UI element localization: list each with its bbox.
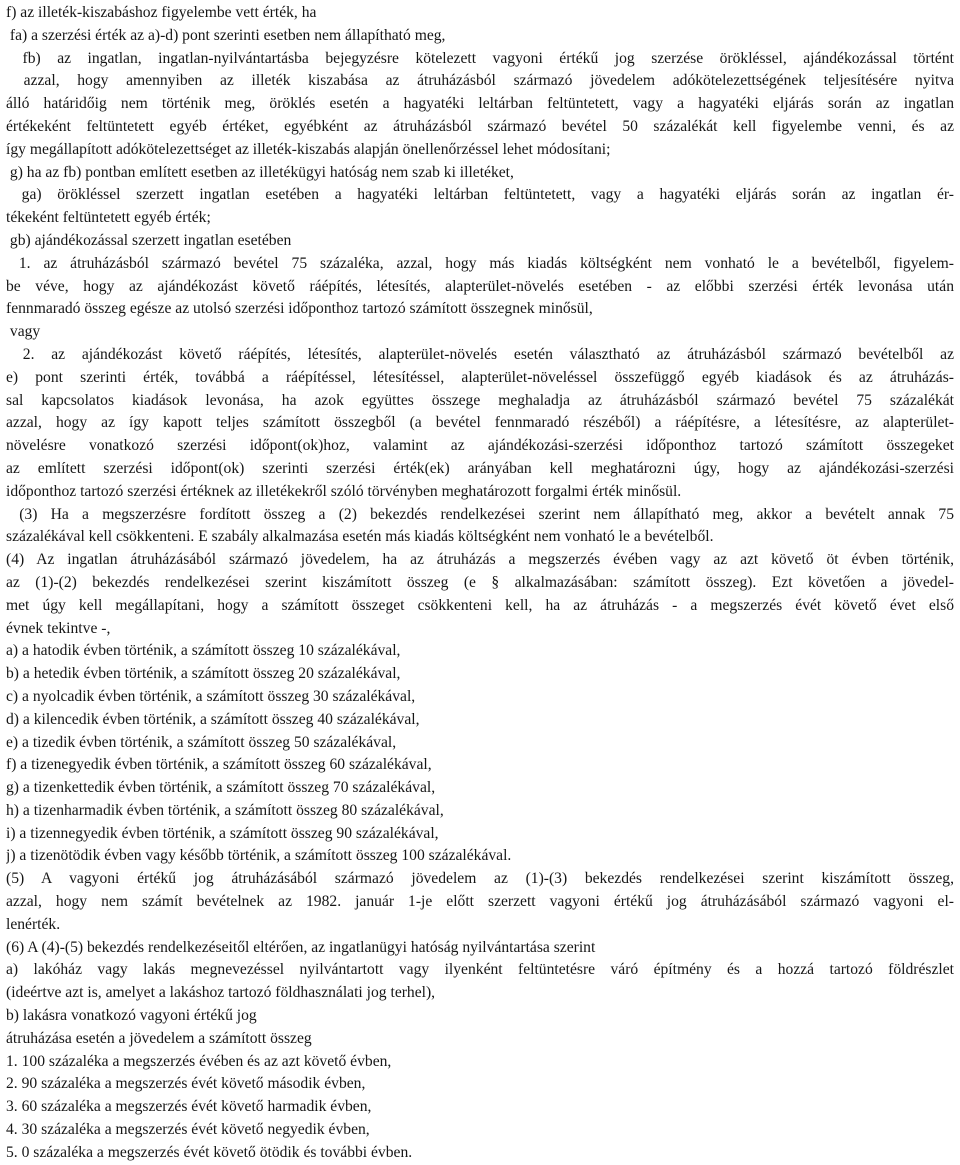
text-line: az említett szerzési időpont(ok) szerinti szerzési érték(ek) arányában kell meghatározni úgy, hogy az ajándékozási-szerzési — [6, 459, 954, 477]
text-line: 4. 30 százaléka a megszerzés évét követő negyedik évben, — [6, 1121, 370, 1139]
text-line: 3. 60 százaléka a megszerzés évét követő harmadik évben, — [6, 1098, 372, 1116]
text-line: b) lakásra vonatkozó vagyoni értékű jog — [6, 1007, 257, 1025]
text-line: met úgy kell megállapítani, hogy a számított összeget csökkenteni kell, ha az átruházás - a megszerzés évét követő évet első — [6, 596, 954, 614]
text-line: azzal, hogy nem számít bevételnek az 1982. január 1-je előtt szerzett vagyoni értékű jog átruházásából származó vagyoni el- — [6, 893, 954, 911]
text-line: (5) A vagyoni értékű jog átruházásából származó jövedelem az (1)-(3) bekezdés rendelkezései szerint kiszámított összeg, — [6, 870, 954, 888]
text-line: e) a tizedik évben történik, a számított összeg 50 százalékával, — [6, 733, 397, 751]
text-line: ga) örökléssel szerzett ingatlan esetében a hagyatéki leltárban feltüntetett, vagy a hagyatéki eljárás során az ingatlan ér- — [6, 186, 954, 204]
text-line: időponthoz tartozó szerzési értéknek az illetékekről szóló törvényben meghatározott forgalmi érték minősül. — [6, 482, 682, 500]
text-line: a) lakóház vagy lakás megnevezéssel nyilvántartott vagy ilyenként feltüntetésre váró építmény és a hozzá tartozó földrészlet — [6, 961, 954, 979]
text-line: azzal, hogy amennyiben az illeték kiszabása az átruházásból származó jövedelem adókötelezettségének teljesítésére nyitva — [6, 72, 954, 90]
text-line: tékeként feltüntetett egyéb érték; — [6, 209, 211, 227]
text-line: j) a tizenötödik évben vagy később történik, a számított összeg 100 százalékával. — [6, 847, 512, 865]
text-line: b) a hetedik évben történik, a számított összeg 20 százalékával, — [6, 665, 401, 683]
text-line: f) az illeték-kiszabáshoz figyelembe vett érték, ha — [6, 4, 317, 21]
text-line: fa) a szerzési érték az a)-d) pont szerinti esetben nem állapítható meg, — [6, 26, 446, 44]
text-line: (3) Ha a megszerzésre fordított összeg a (2) bekezdés rendelkezései szerint nem állapítható meg, akkor a bevételt annak 75 — [6, 505, 954, 523]
text-line: a) a hatodik évben történik, a számított összeg 10 százalékával, — [6, 642, 401, 660]
text-line: 5. 0 százaléka a megszerzés évét követő ötödik és további évben. — [6, 1143, 413, 1161]
text-line: azzal, hogy az így kapott teljes számított összegből (a bevétel fennmaradó részéből) a ráépítésre, a létesítésre, az alapterület- — [6, 414, 954, 432]
text-line: c) a nyolcadik évben történik, a számított összeg 30 százalékával, — [6, 687, 416, 705]
text-line: g) a tizenkettedik évben történik, a számított összeg 70 százalékával, — [6, 779, 436, 797]
text-line: 2. az ajándékozást követő ráépítés, létesítés, alapterület-növelés esetén választható az átruházásból származó bevételből az — [6, 345, 954, 363]
text-line: 1. az átruházásból származó bevétel 75 százaléka, azzal, hogy más kiadás költségként nem vonható le a bevételből, figyelem- — [6, 254, 954, 272]
text-line: fb) az ingatlan, ingatlan-nyilvántartásba bejegyzésre kötelezett vagyoni értékű jog szerzése örökléssel, ajándékozással történt — [6, 49, 954, 67]
text-line: e) pont szerinti érték, továbbá a ráépítéssel, létesítéssel, alapterület-növeléssel összefüggő egyéb kiadások és az átruházás- — [6, 368, 954, 386]
text-line: (6) A (4)-(5) bekezdés rendelkezéseitől eltérően, az ingatlanügyi hatóság nyilvántartása szerint — [6, 938, 596, 956]
text-line: lenérték. — [6, 915, 61, 933]
text-line: évnek tekintve -, — [6, 619, 111, 637]
text-line: az (1)-(2) bekezdés rendelkezései szerint kiszámított összeg (e § alkalmazásában: számított összeg). Ezt követően a jövedel- — [6, 573, 954, 591]
text-line: 1. 100 százaléka a megszerzés évében és az azt követő évben, — [6, 1052, 392, 1070]
text-line: növelésre vonatkozó szerzési időpont(ok)hoz, valamint az ajándékozási-szerzési időponthoz tartozó számított összegeket — [6, 437, 954, 455]
text-line: be véve, hogy az ajándékozást követő ráépítés, létesítés, alapterület-növelés esetében - az előbbi szerzési érték levonása után — [6, 277, 954, 295]
text-line: értékeként feltüntetett egyéb értéket, egyébként az átruházásból származó bevétel 50 százalékát kell figyelembe venni, és az — [6, 117, 954, 135]
text-line: fennmaradó összeg egésze az utolsó szerzési időponthoz tartozó számított összegnek minősül, — [6, 300, 593, 318]
text-line: (ideértve azt is, amelyet a lakáshoz tartozó földhasználati jog terhel), — [6, 984, 436, 1002]
text-line: h) a tizenharmadik évben történik, a számított összeg 80 százalékával, — [6, 801, 444, 819]
text-line: (4) Az ingatlan átruházásából származó jövedelem, ha az átruházás a megszerzés évében vagy az azt követő öt évben történik, — [6, 551, 954, 569]
text-line: sal kapcsolatos kiadások levonása, ha azok együttes összege meghaladja az átruházásból származó bevétel 75 százalékát — [6, 391, 954, 409]
text-line: gb) ajándékozással szerzett ingatlan esetében — [6, 231, 292, 249]
document-body — [6, 2, 954, 1165]
text-line: százalékával kell csökkenteni. E szabály alkalmazása esetén más kiadás költségként nem vonható le a bevételből. — [6, 528, 714, 546]
text-line: így megállapított adókötelezettséget az illeték-kiszabás alapján önellenőrzéssel lehet módosítani; — [6, 140, 611, 158]
text-line: f) a tizenegyedik évben történik, a számított összeg 60 százalékával, — [6, 756, 432, 774]
text-line: átruházása esetén a jövedelem a számított összeg — [6, 1029, 312, 1047]
text-line: i) a tizennegyedik évben történik, a számított összeg 90 százalékával, — [6, 824, 439, 842]
text-line: álló határidőig nem történik meg, öröklés esetén a hagyatéki leltárban feltüntetett, vagy a hagyatéki eljárás során az ingatlan — [6, 95, 954, 113]
text-line: vagy — [6, 323, 41, 341]
text-line: g) ha az fb) pontban említett esetben az illetékügyi hatóság nem szab ki illetéket, — [6, 163, 514, 181]
text-line: d) a kilencedik évben történik, a számított összeg 40 százalékával, — [6, 710, 420, 728]
text-line: 2. 90 százaléka a megszerzés évét követő második évben, — [6, 1075, 366, 1093]
